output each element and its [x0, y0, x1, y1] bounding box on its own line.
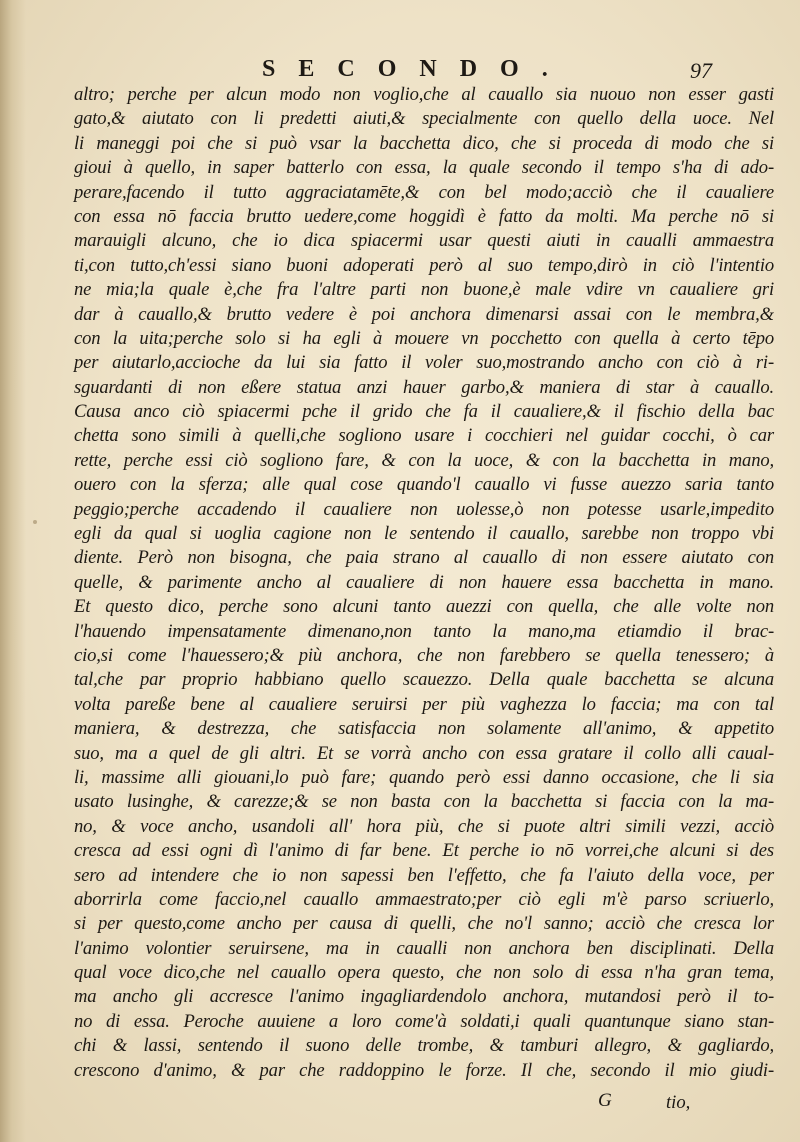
text-line: l'animo volontier seruirsene, ma in caualli non anchora ben disciplinati. Della [74, 937, 774, 959]
text-line: diente. Però non bisogna, che paia strano al cauallo di non essere aiutato con [74, 547, 774, 569]
text-line: maniera, & destrezza, che satisfaccia non solamente all'animo, & appetito [74, 718, 774, 740]
page-number: 97 [690, 58, 712, 83]
text-line: gioui à quello, in saper batterlo con essa, la quale secondo il tempo s'ha di ado- [74, 157, 774, 179]
text-line: ouero con la sferza; alle qual cose quando'l cauallo vi fusse auezzo saria tanto [74, 474, 774, 496]
body-text [74, 83, 774, 1083]
text-line: sero ad intendere che io non sapessi ben l'effetto, che fa l'aiuto della voce, per [74, 864, 774, 886]
signature-mark: G [598, 1090, 612, 1111]
text-line: ne mia;la quale è,che fra l'altre parti non buone,è male vdire vn caualiere gri [74, 279, 774, 301]
text-line: li maneggi poi che si può vsar la bacchetta dico, che si proceda di modo che si [74, 132, 774, 154]
text-line: suo, ma a quel de gli altri. Et se vorrà ancho con essa gratare il collo alli caual- [74, 742, 774, 764]
text-line: l'hauendo impensatamente dimenano,non tanto la mano,ma etiamdio il brac- [74, 620, 774, 642]
text-line: tal,che par proprio habbiano quello scauezzo. Della quale bacchetta se alcuna [74, 669, 774, 691]
text-line: sguardanti di non eßere statua anzi hauer garbo,& maniera di star à cauallo. [74, 376, 774, 398]
text-line: crescono d'animo, & par che raddoppino le forze. Il che, secondo il mio giudi- [74, 1059, 774, 1081]
catchword: tio, [666, 1092, 691, 1113]
text-line: Et questo dico, perche sono alcuni tanto auezzi con quella, che alle volte non [74, 596, 774, 618]
running-head: SECONDO. [262, 56, 571, 82]
page-header [0, 52, 800, 86]
text-line: quelle, & parimente ancho al caualiere di non hauere essa bacchetta in mano. [74, 571, 774, 593]
text-line: aborrirla come faccio,nel cauallo ammaestrato;per ciò egli m'è parso scriuerlo, [74, 888, 774, 910]
text-line: qual voce dico,che nel cauallo opera questo, che non solo di essa n'ha gran tema, [74, 962, 774, 984]
text-line: gato,& aiutato con li predetti aiuti,& specialmente con quello della uoce. Nel [74, 108, 774, 130]
text-line: chetta sono simili à quelli,che sogliono usare i cocchieri nel guidar cocchi, ò car [74, 425, 774, 447]
text-line: no di essa. Peroche auuiene a loro come'à soldati,i quali quantunque siano stan- [74, 1010, 774, 1032]
text-line: chi & lassi, sentendo il suono delle trombe, & tamburi allegro, & gagliardo, [74, 1035, 774, 1057]
gutter-shadow [0, 0, 26, 1142]
text-line: Causa anco ciò spiacermi pche il grido che fa il caualiere,& il fischio della bac [74, 401, 774, 423]
text-line: con essa nō faccia brutto uedere,come hoggidì è fatto da molti. Ma perche nō si [74, 205, 774, 227]
ink-spot [33, 520, 37, 524]
text-line: cio,si come l'hauessero;& più anchora, che non farebbero se quella tenessero; à [74, 644, 774, 666]
text-line: no, & voce ancho, usandoli all' hora più, che si puote altri simili vezzi, acciò [74, 815, 774, 837]
text-line: marauigli alcuno, che io dica spiacermi usar questi aiuti in caualli ammaestra [74, 230, 774, 252]
text-line: ti,con tutto,ch'essi siano buoni adoperati però al suo tempo,dirò in ciò l'intentio [74, 254, 774, 276]
text-line: perare,facendo il tutto aggraciatamēte,& con bel modo;acciò che il caualiere [74, 181, 774, 203]
text-line: usato lusinghe, & carezze;& se non basta con la bacchetta si faccia con la ma- [74, 791, 774, 813]
text-line: dar à cauallo,& brutto vedere è poi anchora dimenarsi assai con le membra,& [74, 303, 774, 325]
text-line: li, massime alli giouani,lo può fare; quando però essi danno occasione, che li sia [74, 766, 774, 788]
text-line: con la uita;perche solo si ha egli à mouere vn pocchetto con quella à certo tēpo [74, 327, 774, 349]
text-line: peggio;perche accadendo il caualiere non uolesse,ò non potesse usarle,impedito [74, 498, 774, 520]
text-line: volta pareße bene al caualiere seruirsi per più vaghezza lo faccia; ma con tal [74, 693, 774, 715]
text-line: altro; perche per alcun modo non voglio,che al cauallo sia nuouo non esser gasti [74, 84, 774, 105]
text-line: cresca ad essi ogni dì l'animo di far bene. Et perche io nō vorrei,che alcuni si des [74, 840, 774, 862]
text-line: egli da qual si uoglia cagione non le sentendo il cauallo, sarebbe non troppo vbi [74, 523, 774, 545]
text-line: per aiutarlo,accioche da lui sia fatto il voler suo,mostrando ancho con ciò à ri- [74, 352, 774, 374]
text-line: rette, perche essi ciò sogliono fare, & con la uoce, & con la bacchetta in mano, [74, 449, 774, 471]
text-line: ma ancho gli accresce l'animo ingagliardendolo anchora, mutandosi però il to- [74, 986, 774, 1008]
text-line: si per questo,come ancho per causa di quelli, che no'l sanno; acciò che cresca lor [74, 913, 774, 935]
